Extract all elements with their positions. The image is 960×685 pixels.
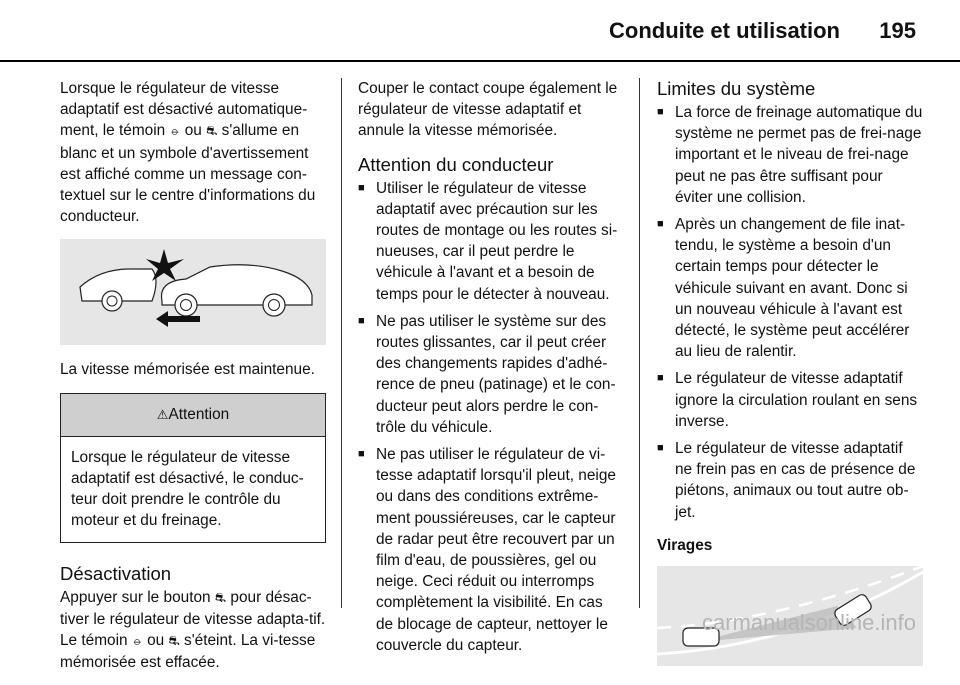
column-3: [657, 78, 923, 680]
attention-box: [60, 393, 326, 543]
subsection-heading: Virages: [657, 536, 713, 554]
acc-indicator-icon: ⦵: [131, 634, 143, 650]
paragraph: Lorsque le régulateur de vitesse adaptatif est désactivé automatique-ment, le témoin ⦵ ou ⛐ s'allume en blanc et un symbole d'avertissement est affiché comme un message con-textuel sur le centre d'informations du conducteur.: [60, 80, 316, 226]
list-item: ■ Le régulateur de vitesse adaptatif ignore la circulation roulant en sens inverse.: [657, 368, 923, 432]
header-title: Conduite et utilisation: [609, 18, 840, 43]
attention-header: ⚠Attention: [61, 394, 325, 437]
vehicle-ahead-icon: ⛐: [206, 124, 218, 140]
illustration-vehicles: [60, 239, 326, 345]
column-2: [358, 78, 622, 668]
section-heading: Désactivation: [60, 562, 172, 584]
column-divider: [341, 78, 342, 608]
bullet-list: [657, 102, 923, 523]
list-item: ■ Ne pas utiliser le système sur des routes glissantes, car il peut créer des changements rapides d'adhé-rence de pneu (patinage) et le con-ducteur peut alors perdre le con-trôle du véhicule.: [358, 311, 622, 438]
paragraph: La vitesse mémorisée est maintenue.: [60, 361, 315, 379]
bullet-list: [358, 178, 622, 656]
list-item: ■ La force de freinage automatique du système ne permet pas de frei-nage important et le niveau de frei-nage peut ne pas être suffisant pour éviter une collision.: [657, 102, 923, 208]
section-heading: Attention du conducteur: [358, 153, 554, 175]
watermark: carmanualsonline.info: [701, 610, 916, 635]
attention-body: Lorsque le régulateur de vitesse adaptatif est désactivé, le conduc-teur doit prendre le contrôle du moteur et du freinage.: [71, 448, 304, 530]
vehicle-ahead-icon: ⛐: [214, 590, 227, 606]
paragraph: Appuyer sur le bouton ⛐ pour désac-tiver le régulateur de vitesse adapta-tif. Le témoin ⦵ ou ⛐ s'éteint. La vi-tesse mémorisée est effacée.: [60, 588, 326, 672]
car-collision-illustration: [60, 239, 326, 345]
list-item: ■ Ne pas utiliser le régulateur de vi-tesse adaptatif lorsqu'il pleut, neige ou dans des conditions extrême-ment poussiéreuses, car le capteur de radar peut être recouvert par un film d'eau, de poussières, gel ou neige. Ceci réduit ou interromps complètement la visibilité. En cas de blocage de capteur, nettoyer le couvercle du capteur.: [358, 444, 622, 656]
vehicle-ahead-icon: ⛐: [168, 634, 180, 650]
list-item: ■ Après un changement de file inat-tendu, le système a besoin d'un certain temps pour détecter le véhicule suivant en avant. Donc si un nouveau véhicule à l'avant est détecté, le système peut accélérer au lieu de ralentir.: [657, 214, 923, 362]
section-heading: Limites du système: [657, 78, 816, 99]
warning-triangle-icon: ⚠: [156, 407, 169, 423]
header-rule: [0, 60, 960, 62]
column-divider: [639, 78, 640, 608]
acc-indicator-icon: ⦵: [169, 124, 181, 140]
list-item: ■ Utiliser le régulateur de vitesse adaptatif avec précaution sur les routes de montage ou les routes si-nueuses, car il peut perdre le véhicule à l'avant et a besoin de temps pour le détecter à nouveau.: [358, 178, 622, 305]
paragraph: Couper le contact coupe également le régulateur de vitesse adaptatif et annule la vitesse mémorisée.: [358, 80, 618, 140]
page-number: 195: [879, 18, 916, 43]
list-item: ■ Le régulateur de vitesse adaptatif ne frein pas en cas de présence de piétons, animaux ou tout autre ob-jet.: [657, 438, 923, 523]
column-1: [60, 78, 326, 685]
